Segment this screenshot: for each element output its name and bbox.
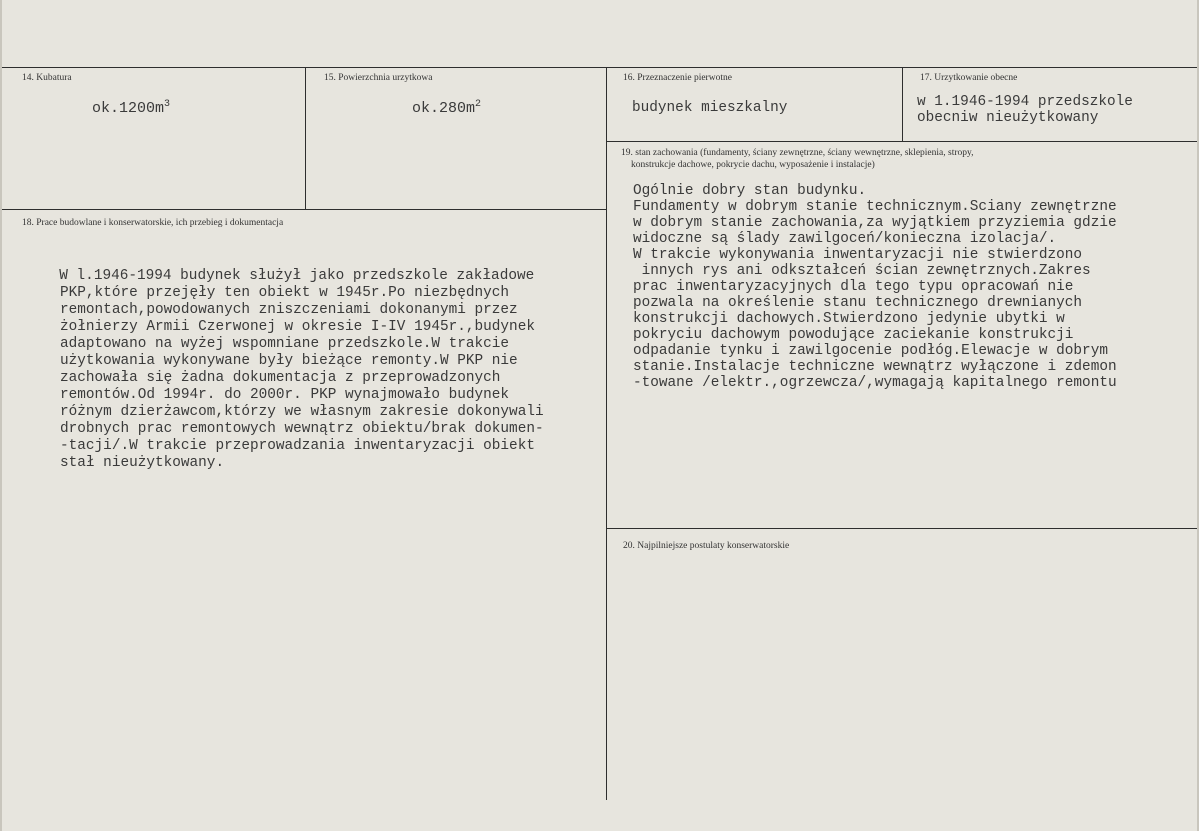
prace-line: żołnierzy Armii Czerwonej w okresie I-IV 1945r.,budynek — [60, 319, 535, 335]
prace-line: PKP,które przejęły ten obiekt w 1945r.Po niezbędnych — [60, 285, 510, 301]
divider-16-17 — [902, 67, 903, 141]
kubatura-unit-exponent: 3 — [164, 99, 171, 110]
stan-label-line-1: 19. stan zachowania (fundamenty, ściany zewnętrzne, ściany wewnętrzne, sklepienia, stropy, — [621, 148, 974, 158]
prace-line: remontów.Od 1994r. do 2000r. PKP wynajmowało budynek — [60, 387, 510, 403]
divider-14-15 — [305, 67, 306, 209]
kubatura-value — [92, 100, 170, 118]
stan-line: konstrukcji dachowych.Stwierdzono jedynie ubytki w — [633, 311, 1065, 327]
stan-line: innych rys ani odkształceń ścian zewnętrznych.Zakres — [633, 263, 1091, 279]
stan-line: odpadanie tynku i zawilgocenie podłóg.Elewacje w dobrym — [633, 343, 1108, 359]
divider-center — [606, 67, 607, 800]
stan-line: Fundamenty w dobrym stanie technicznym.Sciany zewnętrzne — [633, 199, 1117, 215]
prace-line: drobnych prac remontowych wewnątrz obiektu/brak dokumen- — [60, 421, 544, 437]
prace-line: zachowała się żadna dokumentacja z przeprowadzonych — [60, 370, 501, 386]
postulaty-label: 20. Najpilniejsze postulaty konserwatorskie — [623, 541, 790, 551]
prace-line: użytkowania wykonywane były bieżące remonty.W PKP nie — [60, 353, 518, 369]
rule-section-20 — [606, 528, 1197, 529]
uzytkowanie-label: 17. Urzytkowanie obecne — [920, 73, 1018, 83]
prace-line: adaptowano na wyżej wspomniane przedszkole.W trakcie — [60, 336, 510, 352]
top-rule — [2, 67, 1197, 68]
prace-line: remontach,powodowanych zniszczeniami dokonanymi przez — [60, 302, 518, 318]
kubatura-label: 14. Kubatura — [22, 73, 72, 83]
przeznaczenie-label: 16. Przeznaczenie pierwotne — [623, 73, 732, 83]
record-card — [2, 0, 1197, 831]
stan-line: pozwala na określenie stanu technicznego drewnianych — [633, 295, 1083, 311]
rule-row1-left — [2, 209, 606, 210]
stan-label-line-2: konstrukcje dachowe, pokrycie dachu, wyposażenie i instalacje) — [631, 160, 875, 170]
prace-label: 18. Prace budowlane i konserwatorskie, ich przebieg i dokumentacja — [22, 218, 284, 228]
przeznaczenie-value: budynek mieszkalny — [632, 100, 788, 116]
stan-line: pokryciu dachowym powodujące zaciekanie konstrukcji — [633, 327, 1074, 343]
stan-line: widoczne są ślady zawilgoceń/konieczna izolacja/. — [633, 231, 1057, 247]
prace-line: stał nieużytkowany. — [60, 455, 225, 471]
stan-line: stanie.Instalacje techniczne wewnątrz wyłączone i zdemon — [633, 359, 1117, 375]
stan-line: Ogólnie dobry stan budynku. — [633, 183, 867, 199]
stan-line: prac inwentaryzacyjnych dla tego typu opracowań nie — [633, 279, 1074, 295]
powierzchnia-value — [412, 100, 481, 118]
uzytkowanie-line-1: w 1.1946-1994 przedszkole — [917, 94, 1133, 110]
prace-line: W l.1946-1994 budynek służył jako przedszkole zakładowe — [42, 268, 535, 284]
powierzchnia-unit-exponent: 2 — [475, 99, 482, 110]
powierzchnia-number: ok.280m — [412, 100, 476, 117]
prace-line: -tacji/.W trakcie przeprowadzania inwentaryzacji obiekt — [60, 438, 535, 454]
kubatura-number: ok.1200m — [92, 100, 165, 117]
prace-line: różnym dzierżawcom,którzy we własnym zakresie dokonywali — [60, 404, 544, 420]
uzytkowanie-line-2: obecniw nieużytkowany — [917, 110, 1099, 126]
powierzchnia-label: 15. Powierzchnia urzytkowa — [324, 73, 433, 83]
stan-line: -towane /elektr.,ogrzewcza/,wymagają kapitalnego remontu — [633, 375, 1117, 391]
stan-line: W trakcie wykonywania inwentaryzacji nie stwierdzono — [633, 247, 1083, 263]
stan-line: w dobrym stanie zachowania,za wyjątkiem przyziemia gdzie — [633, 215, 1117, 231]
rule-row1-right — [606, 141, 1197, 142]
